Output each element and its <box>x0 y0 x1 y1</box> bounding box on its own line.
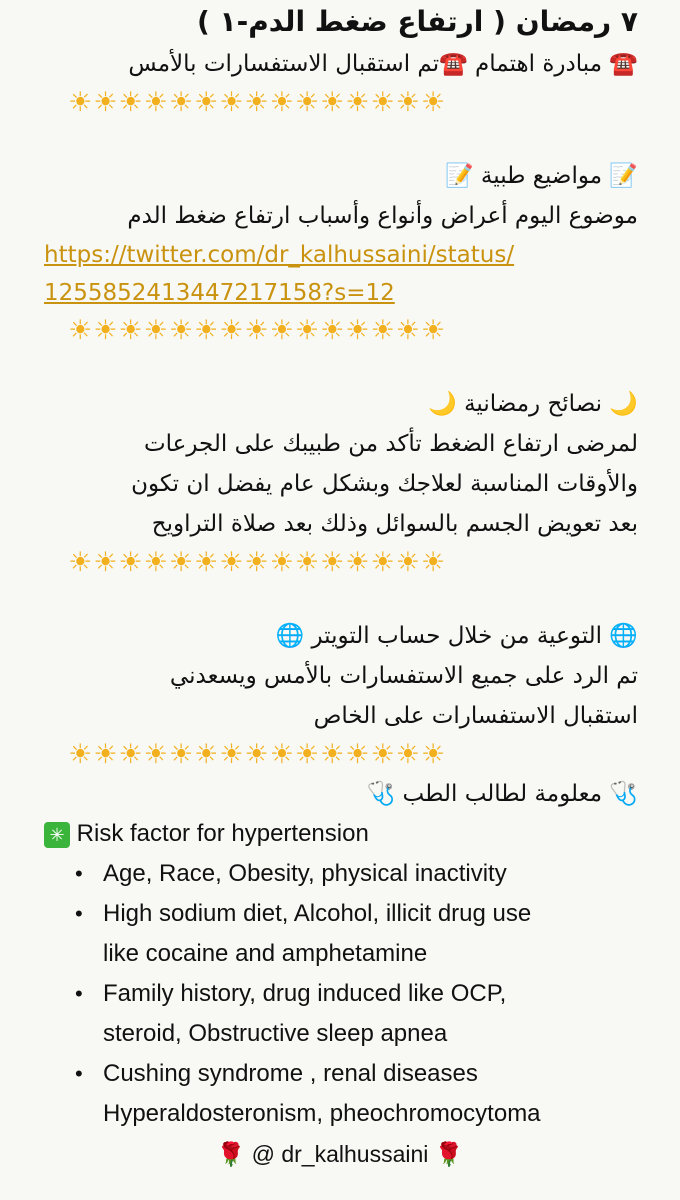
sun-divider: ☀☀☀☀☀☀☀☀☀☀☀☀☀☀☀ <box>68 315 447 346</box>
list-item: • Cushing syndrome , renal diseases Hyperaldosteronism, pheochromocytoma <box>103 1054 680 1134</box>
list-item: • High sodium diet, Alcohol, illicit drug use like cocaine and amphetamine <box>103 894 680 974</box>
ramadan-tips-heading: 🌙 نصائح رمضانية 🌙 <box>428 391 638 417</box>
tip-line: والأوقات المناسبة لعلاجك وبشكل عام يفضل ان تكون <box>131 471 638 497</box>
rose-icon: 🌹 <box>216 1141 246 1167</box>
author-handle[interactable]: @ dr_kalhussaini <box>251 1141 429 1167</box>
list-item: • Family history, drug induced like OCP, steroid, Obstructive sleep apnea <box>103 974 680 1054</box>
tip-line: لمرضى ارتفاع الضغط تأكد من طبيبك على الجرعات <box>143 431 638 457</box>
risk-factor-list <box>0 854 680 1134</box>
med-student-heading: 🩺 معلومة لطالب الطب 🩺 <box>366 781 638 807</box>
tip-line: بعد تعويض الجسم بالسوائل وذلك بعد صلاة التراويح <box>151 511 638 537</box>
page-title: ٧ رمضان ( ارتفاع ضغط الدم-١ ) <box>196 5 638 38</box>
risk-factor-title: Risk factor for hypertension <box>76 820 369 847</box>
topic-text: موضوع اليوم أعراض وأنواع وأسباب ارتفاع ضغط الدم <box>127 203 638 229</box>
twitter-awareness-heading: 🌐 التوعية من خلال حساب التويتر 🌐 <box>275 623 638 649</box>
tweet-link-line-1[interactable]: https://twitter.com/dr_kalhussaini/status/ <box>44 242 515 268</box>
awareness-line: استقبال الاستفسارات على الخاص <box>313 703 638 729</box>
sun-divider: ☀☀☀☀☀☀☀☀☀☀☀☀☀☀☀ <box>68 87 447 118</box>
author-footer <box>0 1134 680 1174</box>
sun-divider: ☀☀☀☀☀☀☀☀☀☀☀☀☀☀☀ <box>68 739 447 770</box>
awareness-line: تم الرد على جميع الاستفسارات بالأمس ويسعدني <box>169 663 638 689</box>
initiative-heading: ☎️ مبادرة اهتمام ☎️تم استقبال الاستفسارات بالأمس <box>128 51 638 77</box>
eight-spoked-asterisk-icon: ✳ <box>44 822 70 848</box>
sun-divider: ☀☀☀☀☀☀☀☀☀☀☀☀☀☀☀ <box>68 547 447 578</box>
list-item: • Age, Race, Obesity, physical inactivity <box>103 854 680 894</box>
risk-factor-heading <box>0 814 680 854</box>
rose-icon: 🌹 <box>434 1141 464 1167</box>
medical-topics-heading: 📝 مواضيع طبية 📝 <box>444 163 638 189</box>
tweet-link-line-2[interactable]: 1255852413447217158?s=12 <box>44 280 395 306</box>
